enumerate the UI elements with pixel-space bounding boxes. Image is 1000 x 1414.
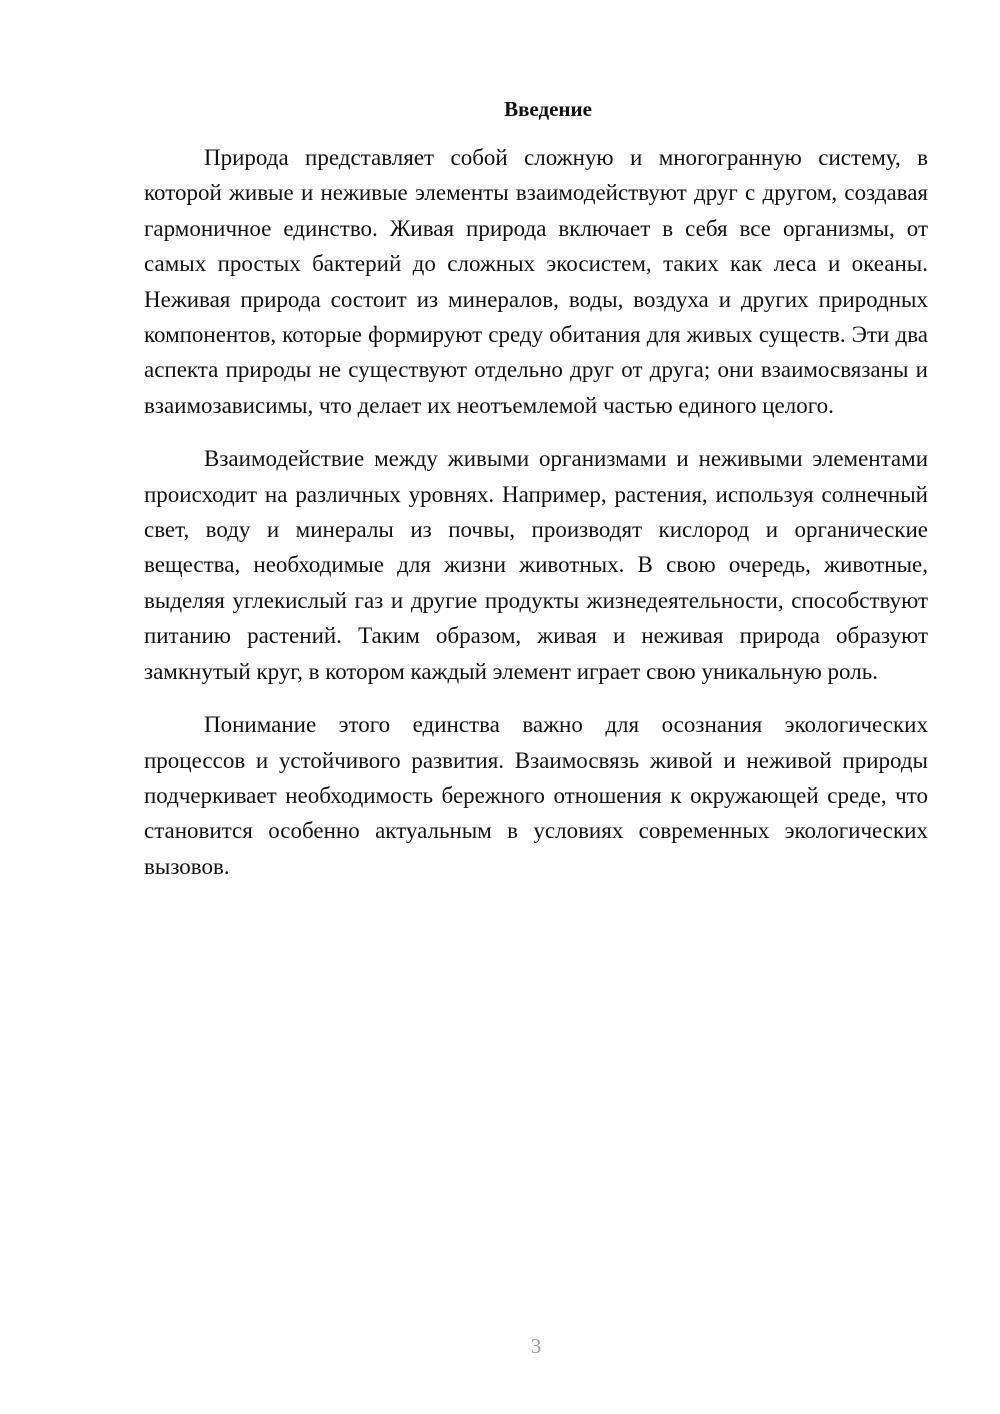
paragraph-3: Понимание этого единства важно для осознания экологических процессов и устойчивого развития. Взаимосвязь живой и неживой природы подчеркивает необходимость бережного отношения к окружающей среде, что становится особенно актуальным в условиях современных экологических вызовов. xyxy=(144,712,928,879)
page-number: 3 xyxy=(530,1334,542,1358)
page-body xyxy=(144,94,928,902)
section-heading: Введение xyxy=(504,97,592,121)
paragraph-1: Природа представляет собой сложную и многогранную систему, в которой живые и неживые элементы взаимодействуют друг с другом, создавая гармоничное единство. Живая природа включает в себя все организмы, от самых простых бактерий до сложных экосистем, таких как леса и океаны. Неживая природа состоит из минералов, воды, воздуха и других природных компонентов, которые формируют среду обитания для живых существ. Эти два аспекта природы не существуют отдельно друг от друга; они взаимосвязаны и взаимозависимы, что делает их неотъемлемой частью единого целого. xyxy=(144,145,928,418)
paragraph-2: Взаимодействие между живыми организмами и неживыми элементами происходит на различных уровнях. Например, растения, используя солнечный свет, воду и минералы из почвы, производят кислород и органические вещества, необходимые для жизни животных. В свою очередь, животные, выделяя углекислый газ и другие продукты жизнедеятельности, способствуют питанию растений. Таким образом, живая и неживая природа образуют замкнутый круг, в котором каждый элемент играет свою уникальную роль. xyxy=(144,446,928,684)
